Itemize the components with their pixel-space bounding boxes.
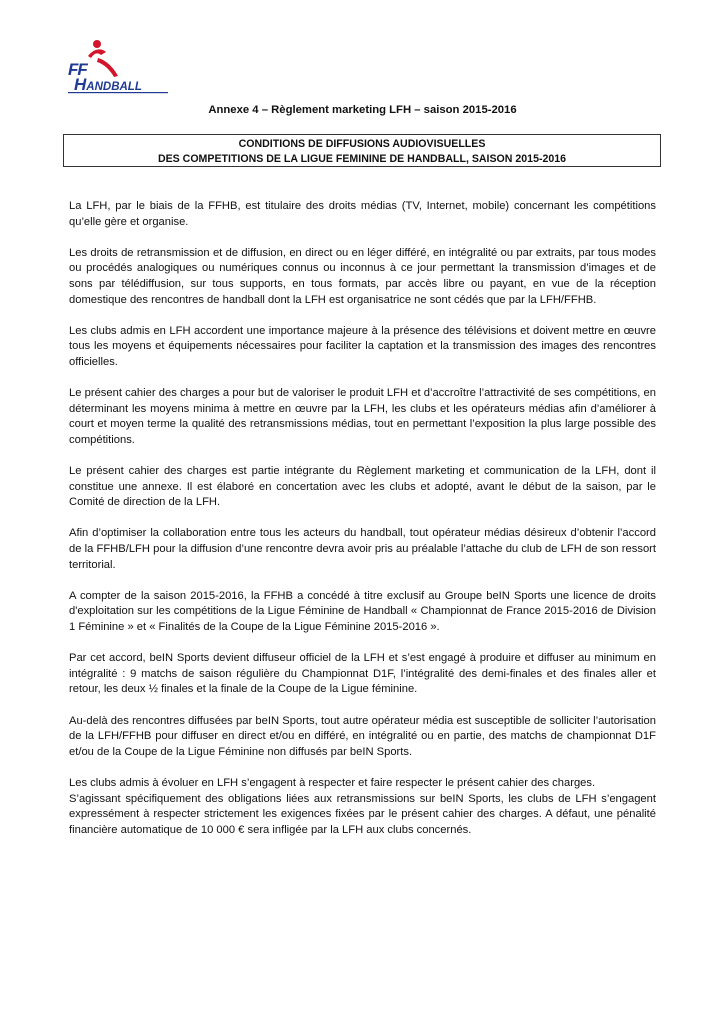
title-line-1: CONDITIONS DE DIFFUSIONS AUDIOVISUELLES [238, 138, 486, 150]
paragraph: Les clubs admis à évoluer en LFH s’engagent à respecter et faire respecter le présent cahier des charges. [69, 776, 596, 789]
paragraph: A compter de la saison 2015-2016, la FFHB a concédé à titre exclusif au Groupe beIN Sports une licence de droits d'exploitation sur les compétitions de la Ligue Féminine de Handball « Championnat de France 2015-2016 de Division 1 Féminine » et « Finalités de la Coupe de la Ligue Féminine 2015-2016 ». [69, 589, 656, 634]
document-body [69, 199, 656, 854]
paragraph: Le présent cahier des charges a pour but de valoriser le produit LFH et d’accroître l’attractivité de ses compétitions, en déterminant les moyens minima à mettre en œuvre par la LFH, les clubs et les opérateurs médias afin d’améliorer à court et moyen terme la qualité des retransmissions médias, tout en permettant l’exposition la plus large possible des compétitions. [69, 387, 656, 446]
paragraph: Les droits de retransmission et de diffusion, en direct ou en léger différé, en intégralité ou par extraits, par tous modes ou procédés analogiques ou numériques connus ou inconnus à ce jour permettant la transmission d’images et de sons par télédiffusion, sur tous supports, en tous formats, par accès libre ou payant, en vue de la réception domestique des rencontres de handball dont la LFH est organisatrice ne sont cédés que par la LFH/FFHB. [69, 246, 656, 306]
logo-andball-text: ANDBALL [86, 81, 142, 93]
title-line-2: DES COMPETITIONS DE LA LIGUE FEMININE DE HANDBALL, SAISON 2015-2016 [157, 153, 567, 165]
paragraph: Au-delà des rencontres diffusées par beIN Sports, tout autre opérateur média est susceptible de solliciter l’autorisation de la LFH/FFHB pour diffuser en direct et/ou en différé, en intégralité ou en partie, des matchs de championnat D1F et/ou de la Coupe de la Ligue Féminine non diffusés par beIN Sports. [69, 714, 656, 758]
paragraph: Par cet accord, beIN Sports devient diffuseur officiel de la LFH et s’est engagé à produire et diffuser au minimum en intégralité : 9 matchs de saison régulière du Championnat D1F, l’intégralité des demi-finales et des finales aller et retour, les deux ½ finales et la finale de la Coupe de la Ligue féminine. [69, 652, 656, 696]
logo-h-letter: H [74, 75, 87, 94]
paragraph: La LFH, par le biais de la FFHB, est titulaire des droits médias (TV, Internet, mobile) concernant les compétitions qu’elle gère et organise. [69, 200, 656, 228]
paragraph: Les clubs admis en LFH accordent une importance majeure à la présence des télévisions et doivent mettre en œuvre tous les moyens et équipements nécessaires pour faciliter la captation et la transmission des images des rencontres officielles. [69, 324, 656, 368]
annex-title: Annexe 4 – Règlement marketing LFH – saison 2015-2016 [208, 104, 517, 116]
logo-handball-text [74, 75, 142, 95]
paragraph: S’agissant spécifiquement des obligations liées aux retransmissions sur beIN Sports, les clubs de LFH s’engagent expressément à respecter strictement les exigences fixées par le présent cahier des charges. A défaut, une pénalité financière automatique de 10 000 € sera infligée par la LFH aux clubs concernés. [69, 792, 656, 836]
paragraph: Le présent cahier des charges est partie intégrante du Règlement marketing et communication de la LFH, dont il constitue une annexe. Il est élaboré en concertation avec les clubs et adopté, avant le début de la saison, par le Comité de direction de la LFH. [69, 465, 656, 509]
paragraph: Afin d’optimiser la collaboration entre tous les acteurs du handball, tout opérateur médias désireux d’obtenir l’accord de la FFHB/LFH pour la diffusion d’une rencontre devra avoir pris au préalable l’attache du club de LFH de son ressort territorial. [69, 527, 656, 571]
ffhb-logo [68, 38, 168, 96]
document-title-box [63, 134, 661, 167]
logo-ff-text: FF [68, 60, 87, 79]
